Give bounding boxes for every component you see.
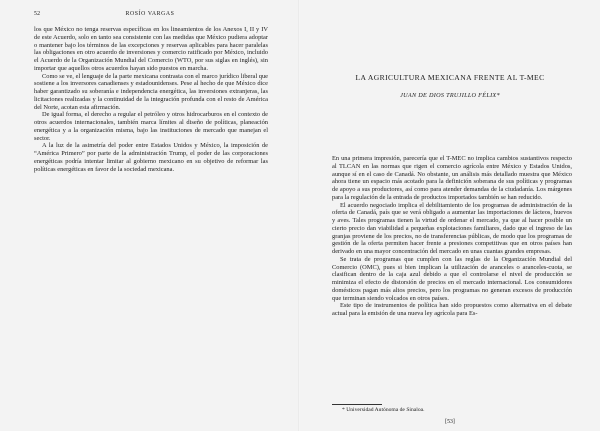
left-folio: 52 [34, 11, 41, 17]
article-title: LA AGRICULTURA MEXICANA FRENTE AL T-MEC [355, 73, 545, 82]
left-body-text [34, 26, 268, 173]
page-number: [53] [445, 419, 455, 425]
right-paragraph-2: El acuerdo negociado implica el debilitamiento de los programas de administración de la oferta de Canadá, país que se verá obligado a aumentar las importaciones de lácteos, huevos y aves. Tales programas tienen la virtud de ordenar el mercado, ya que al hacer posible un cierto precio dan viabilidad a pequeñas explotaciones familiares, dado que el ingreso de las granjas proviene de los precios, no de transferencias públicas, de modo que los programas de gestión de la oferta permiten hacer frente a presiones competitivas que en otros países han derivado en una mayor concentración del mercado en unas cuantas grandes empresas. [332, 201, 572, 255]
right-paragraph-1: En una primera impresión, parecería que el T-MEC no implica cambios sustantivos respecto al TLCAN en las normas que rigen el comercio agrícola entre México y Estados Unidos, aunque sí en el caso de Canadá. No obstante, un análisis más detallado muestra que México ahora tiene un espacio más acotado para la definición soberana de sus políticas y programas de apoyo a sus productores, así como para atender demandas de la ciudadanía. Los márgenes para la regulación de la entrada de productos importados también se han reducido. [332, 155, 572, 201]
left-running-title: ROSÍO VARGAS [125, 11, 175, 17]
right-paragraph-3: Se trata de programas que cumplen con las reglas de la Organización Mundial del Comercio (OMC), pues si bien implican la utilización de aranceles o aranceles-cuota, se clasifican dentro de la caja azul debido a que el controlarse el nivel de producción se minimiza el efecto de distorsión de precios en el mercado internacional. Los consumidores domésticos pagan más altos precios, pero los programas no generan excesos de producción que terminan siendo volcados en otros países. [332, 255, 572, 302]
right-page [300, 0, 600, 431]
left-paragraph-1: los que México no tenga reservas específicas en los lineamientos de los Anexos I, II y IV de este Acuerdo, solo en tanto sea consistente con las medidas que México pudiera adoptar o mantener bajo los términos de las excepciones y reservas aplicables para hacer paralelas las obligaciones en otro acuerdo de inversiones y comercio ratificado por México, incluido el Acuerdo de la Organización Mundial del Comercio (WTO, por sus siglas en inglés), sin importar que aquellos otros acuerdos hayan sido puestos en marcha. [34, 26, 268, 72]
left-paragraph-3: De igual forma, el derecho a regular el petróleo y otros hidrocarburos en el contexto de otros acuerdos internacionales, también marca límites al diseño de políticas, planeación energética y a la organización misma, bajo las instituciones de mercado que manejan el sector. [34, 111, 268, 142]
left-paragraph-4: A la luz de la asimetría del poder entre Estados Unidos y México, la imposición de “América Primero” por parte de la administración Trump, el poder de las corporaciones energéticas podría intentar limitar al gobierno mexicano en su objetivo de reformar las políticas energéticas en favor de la sociedad mexicana. [34, 142, 268, 173]
footnote: * Universidad Autónoma de Sinaloa. [342, 407, 425, 413]
left-paragraph-2: Como se ve, el lenguaje de la parte mexicana contrasta con el marco jurídico liberal que sostiene a los inversores canadienses y estadounidenses. Pese al hecho de que México dice haber garantizado su soberanía e independencia energética, las inversiones extranjeras, las licitaciones realizadas y la continuidad de la integración profunda con el resto de América del Norte, acotan esta afirmación. [34, 72, 268, 111]
article-author: JUAN DE DIOS TRUJILLO FÉLIX* [400, 92, 500, 99]
right-body-text [332, 155, 572, 318]
footnote-rule [332, 404, 382, 405]
right-paragraph-4: Este tipo de instrumentos de política han sido propuestos como alternativa en el debate actual para la emisión de una nueva ley agrícola para Es- [332, 302, 572, 317]
